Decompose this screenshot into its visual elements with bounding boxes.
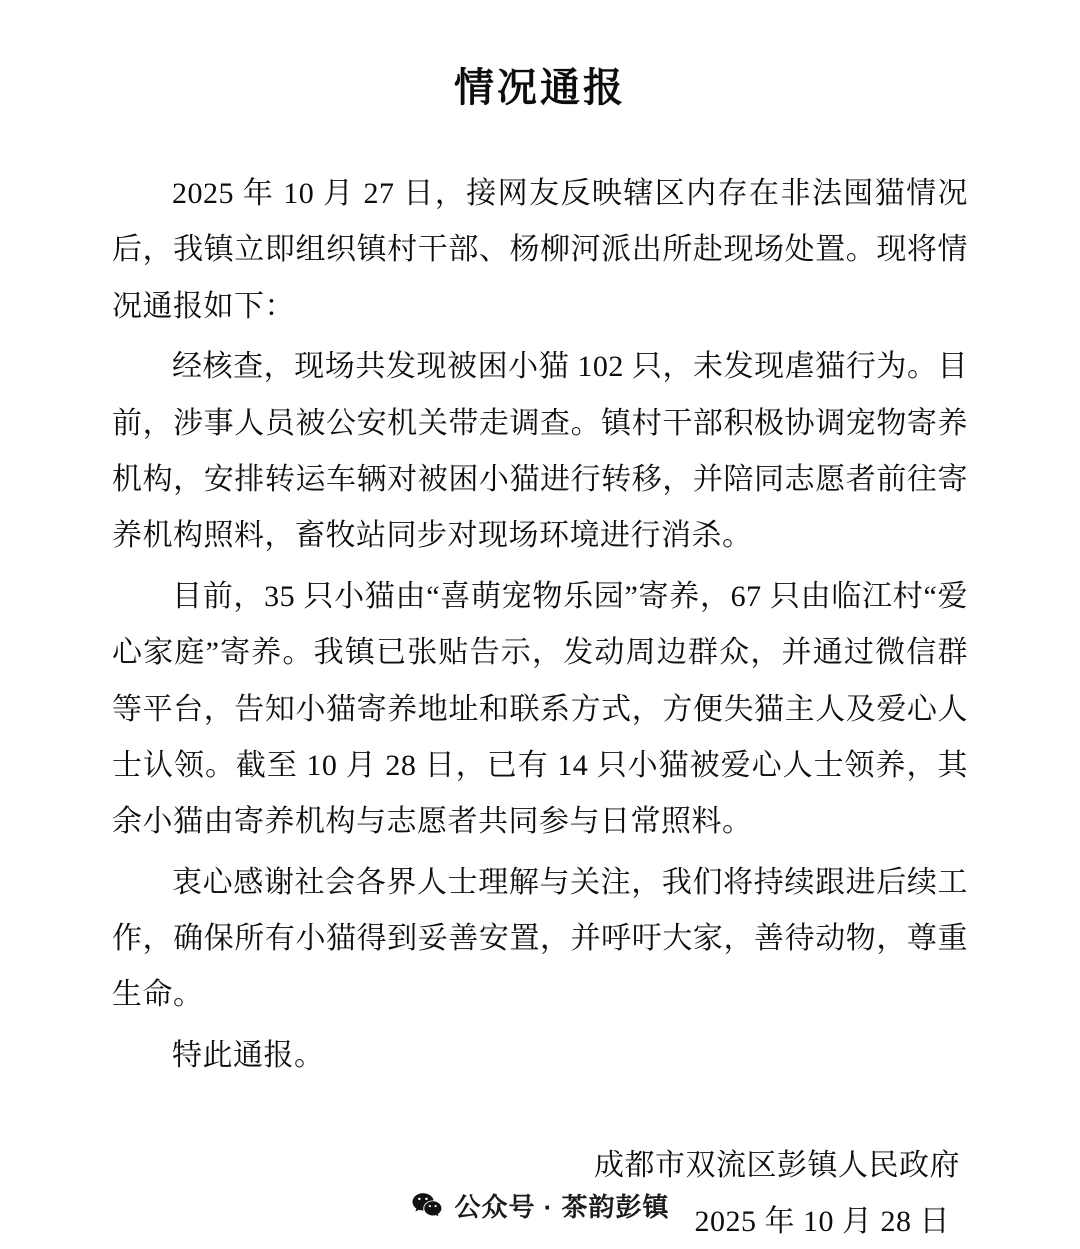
footer-label: 公众号 · 茶韵彭镇: [454, 1192, 670, 1222]
signature-date: 2025 年 10 月 28 日: [694, 1204, 950, 1238]
page-title: 情况通报: [454, 65, 626, 110]
document-body: [112, 166, 968, 1084]
paragraph: 经核查，现场共发现被困小猫 102 只，未发现虐猫行为。目前，涉事人员被公安机关带走调查。镇村干部积极协调宠物寄养机构，安排转运车辆对被困小猫进行转移，并陪同志愿者前往寄养机构照料，畜牧站同步对现场环境进行消杀。: [112, 350, 968, 553]
paragraph: 衷心感谢社会各界人士理解与关注，我们将持续跟进后续工作，确保所有小猫得到妥善安置，并呼吁大家，善待动物，尊重生命。: [112, 865, 968, 1012]
wechat-icon: [410, 1189, 444, 1223]
paragraph: 2025 年 10 月 27 日，接网友反映辖区内存在非法囤猫情况后，我镇立即组织镇村干部、杨柳河派出所赴现场处置。现将情况通报如下：: [112, 177, 968, 323]
paragraph: 特此通报。: [172, 1038, 325, 1072]
footer-attribution: [0, 1187, 1080, 1224]
signature-issuer: 成都市双流区彭镇人民政府: [594, 1149, 960, 1183]
paragraph: 目前，35 只小猫由“喜萌宠物乐园”寄养，67 只由临江村“爱心家庭”寄养。我镇已张贴告示，发动周边群众，并通过微信群等平台，告知小猫寄养地址和联系方式，方便失猫主人及爱心人士认领。截至 10 月 28 日，已有 14 只小猫被爱心人士领养，其余小猫由寄养机构与志愿者共同参与日常照料。: [112, 579, 968, 839]
